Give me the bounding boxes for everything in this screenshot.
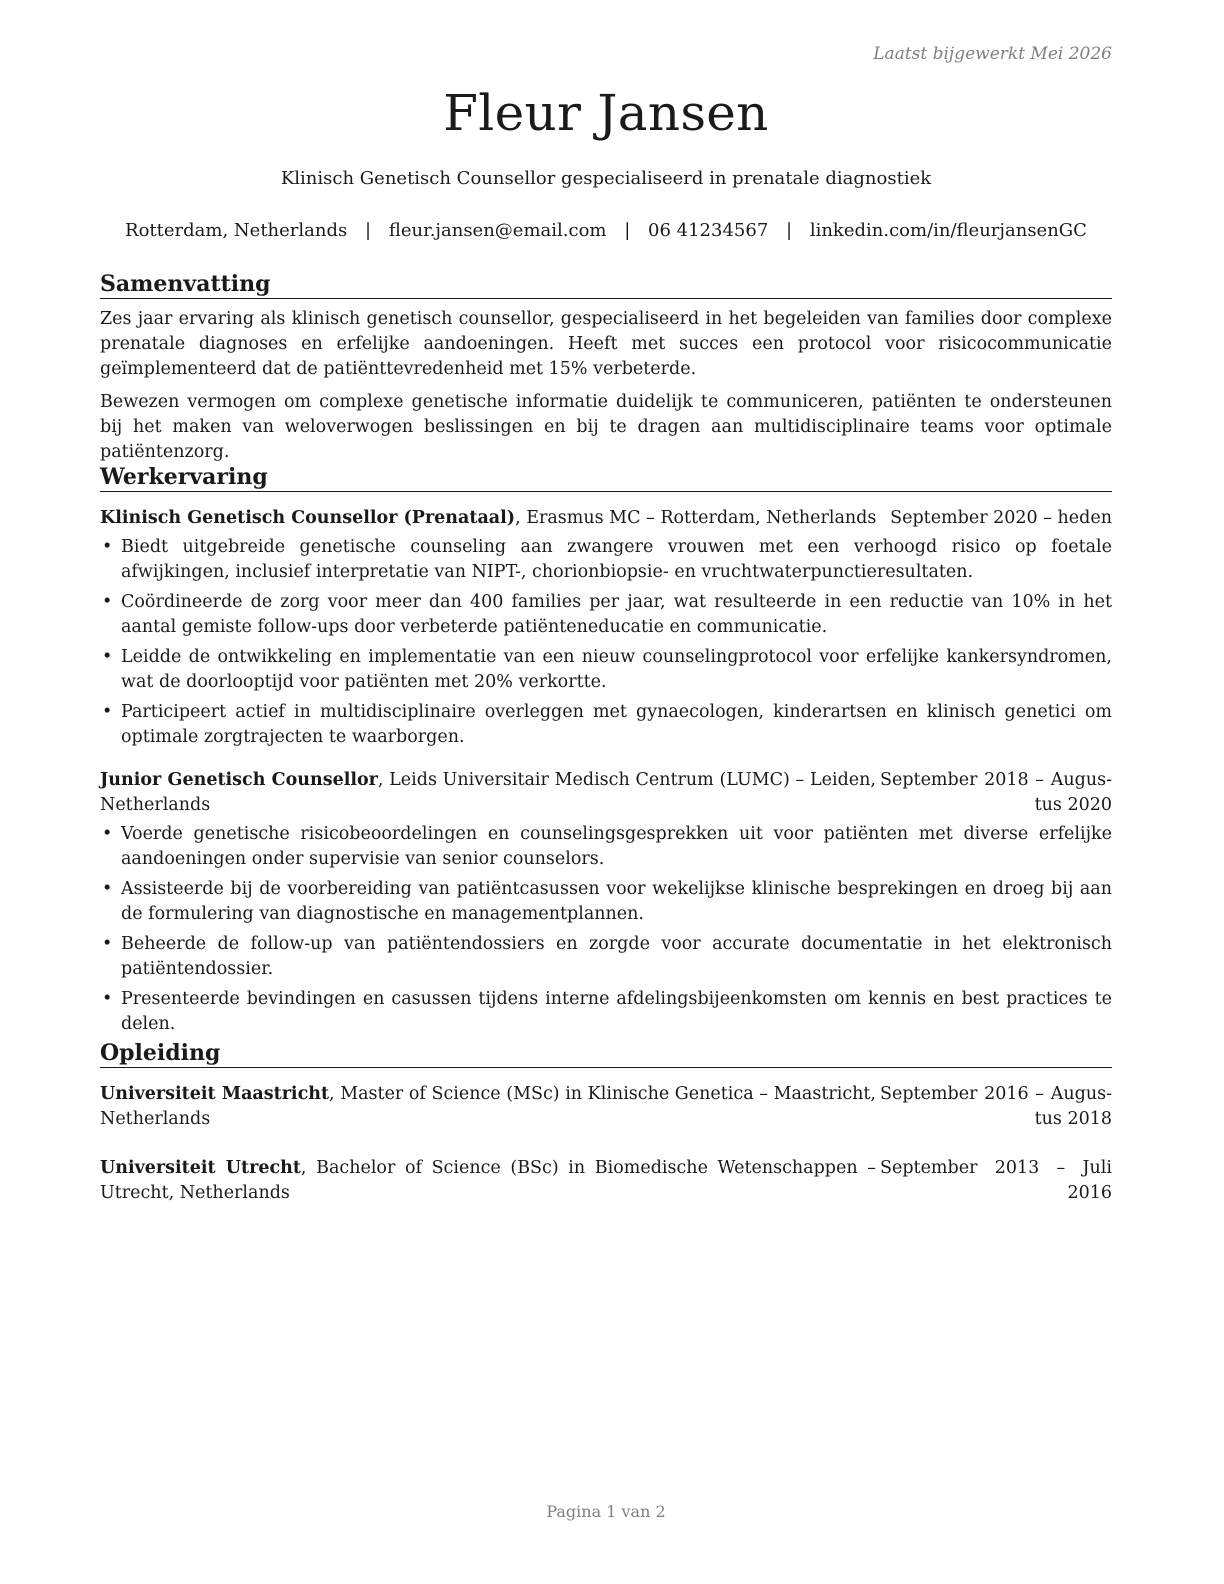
- job-dates: September 2018 – Augustus 2020: [880, 770, 1112, 815]
- education-title-line: [100, 1082, 876, 1132]
- job-bullets: [100, 535, 1112, 750]
- list-item: • Beheerde de follow-up van patiëntendossiers en zorgde voor accurate documentatie in het elektronisch patiëntendossier.: [102, 934, 1112, 979]
- list-item: • Biedt uitgebreide genetische counseling aan zwangere vrouwen met een verhoogd risico op foetale afwijkingen, inclusief interpretatie van NIPT-, chorionbiopsie- en vruchtwaterpunctieresultaten.: [102, 537, 1112, 582]
- job-role: Klinisch Genetisch Counsellor (Prenataal): [100, 508, 516, 528]
- job-title-line: [100, 768, 876, 818]
- job-role: Junior Genetisch Counsellor: [100, 770, 378, 790]
- contact-email[interactable]: fleur.jansen@email.com: [388, 220, 607, 241]
- bullet-icon: •: [102, 989, 113, 1009]
- last-updated: Laatst bijgewerkt Mei 2026: [873, 44, 1112, 64]
- job-dates: September 2020 – heden: [890, 508, 1112, 528]
- job-entry: [100, 768, 1112, 1037]
- summary-paragraph: Bewezen vermogen om complexe genetische informatie duidelijk te communiceren, patiënten te ondersteunen bij het maken van weloverwogen beslissingen en bij te dragen aan multidisciplinaire teams voor optimale patiëntenzorg.: [100, 392, 1112, 462]
- education-entry: [100, 1156, 1112, 1206]
- summary-paragraph: Zes jaar ervaring als klinisch genetisch counsellor, gespecialiseerd in het begeleiden van families door complexe prenatale diagnoses en erfelijke aandoeningen. Heeft met succes een protocol voor risicocommunicatie geïmplementeerd dat de patiënttevredenheid met 15% verbeterde.: [100, 309, 1112, 379]
- education-section: [100, 1040, 1112, 1206]
- job-entry: [100, 506, 1112, 750]
- education-title-line: [100, 1156, 876, 1206]
- job-header: [100, 506, 1112, 531]
- education-detail: , Master of Science (MSc) in Klinische Genetica – Maastricht, Netherlands: [100, 1084, 876, 1129]
- job-organization: , Leids Universitair Medisch Centrum (LUMC) – Leiden, Netherlands: [100, 770, 876, 815]
- list-item: • Participeert actief in multidisciplinaire overleggen met gynaecologen, kinderartsen en klinisch genetici om optimale zorgtrajecten te waarborgen.: [102, 702, 1112, 747]
- contact-separator: |: [786, 220, 793, 241]
- list-item: • Leidde de ontwikkeling en implementatie van een nieuw counselingprotocol voor erfelijke kankersyndromen, wat de doorlooptijd voor patiënten met 20% verkortte.: [102, 647, 1112, 692]
- headline: Klinisch Genetisch Counsellor gespecialiseerd in prenatale diagnostiek: [280, 168, 932, 189]
- education-header: [100, 1082, 1112, 1132]
- bullet-icon: •: [102, 824, 113, 844]
- list-item: • Coördineerde de zorg voor meer dan 400 families per jaar, wat resulteerde in een reductie van 10% in het aantal gemiste follow-ups door verbeterde patiënteneducatie en communicatie.: [102, 592, 1112, 637]
- list-item: • Assisteerde bij de voorbereiding van patiëntcasussen voor wekelijkse klinische besprekingen en droeg bij aan de formulering van diagnostische en managementplannen.: [102, 879, 1112, 924]
- bullet-icon: •: [102, 702, 113, 722]
- education-dates: September 2013 – Juli 2016: [880, 1158, 1112, 1203]
- education-school: Universiteit Utrecht: [100, 1158, 301, 1178]
- bullet-icon: •: [102, 592, 113, 612]
- section-title-summary: Samenvatting: [100, 271, 1112, 299]
- contact-separator: |: [365, 220, 372, 241]
- contact-location: Rotterdam, Netherlands: [125, 220, 348, 241]
- list-item: • Voerde genetische risicobeoordelingen en counselingsgesprekken uit voor patiënten met diverse erfelijke aandoeningen onder supervisie van senior counselors.: [102, 824, 1112, 869]
- summary-section: [100, 271, 1112, 465]
- bullet-icon: •: [102, 879, 113, 899]
- job-header: [100, 768, 1112, 818]
- job-bullets: [100, 822, 1112, 1037]
- education-school: Universiteit Maastricht: [100, 1084, 330, 1104]
- education-entry: [100, 1082, 1112, 1132]
- list-item: • Presenteerde bevindingen en casussen tijdens interne afdelingsbijeenkomsten om kennis en best practices te delen.: [102, 989, 1112, 1034]
- education-dates: September 2016 – Augustus 2018: [880, 1084, 1112, 1129]
- job-title-line: [100, 506, 886, 531]
- contact-phone[interactable]: 06 41234567: [648, 220, 769, 241]
- education-detail: , Bachelor of Science (BSc) in Biomedische Wetenschappen – Utrecht, Netherlands: [100, 1158, 877, 1203]
- bullet-icon: •: [102, 647, 113, 667]
- education-header: [100, 1156, 1112, 1206]
- section-title-experience: Werkervaring: [100, 464, 1112, 492]
- section-title-education: Opleiding: [100, 1040, 1112, 1068]
- contact-separator: |: [624, 220, 631, 241]
- contact-line: [100, 220, 1112, 241]
- bullet-icon: •: [102, 537, 113, 557]
- candidate-name: Fleur Jansen: [443, 84, 769, 142]
- job-organization: , Erasmus MC – Rotterdam, Netherlands: [515, 508, 877, 528]
- page-number: Pagina 1 van 2: [546, 1502, 666, 1521]
- bullet-icon: •: [102, 934, 113, 954]
- contact-linkedin[interactable]: linkedin.com/in/fleurjansenGC: [809, 220, 1087, 241]
- experience-section: [100, 464, 1112, 1042]
